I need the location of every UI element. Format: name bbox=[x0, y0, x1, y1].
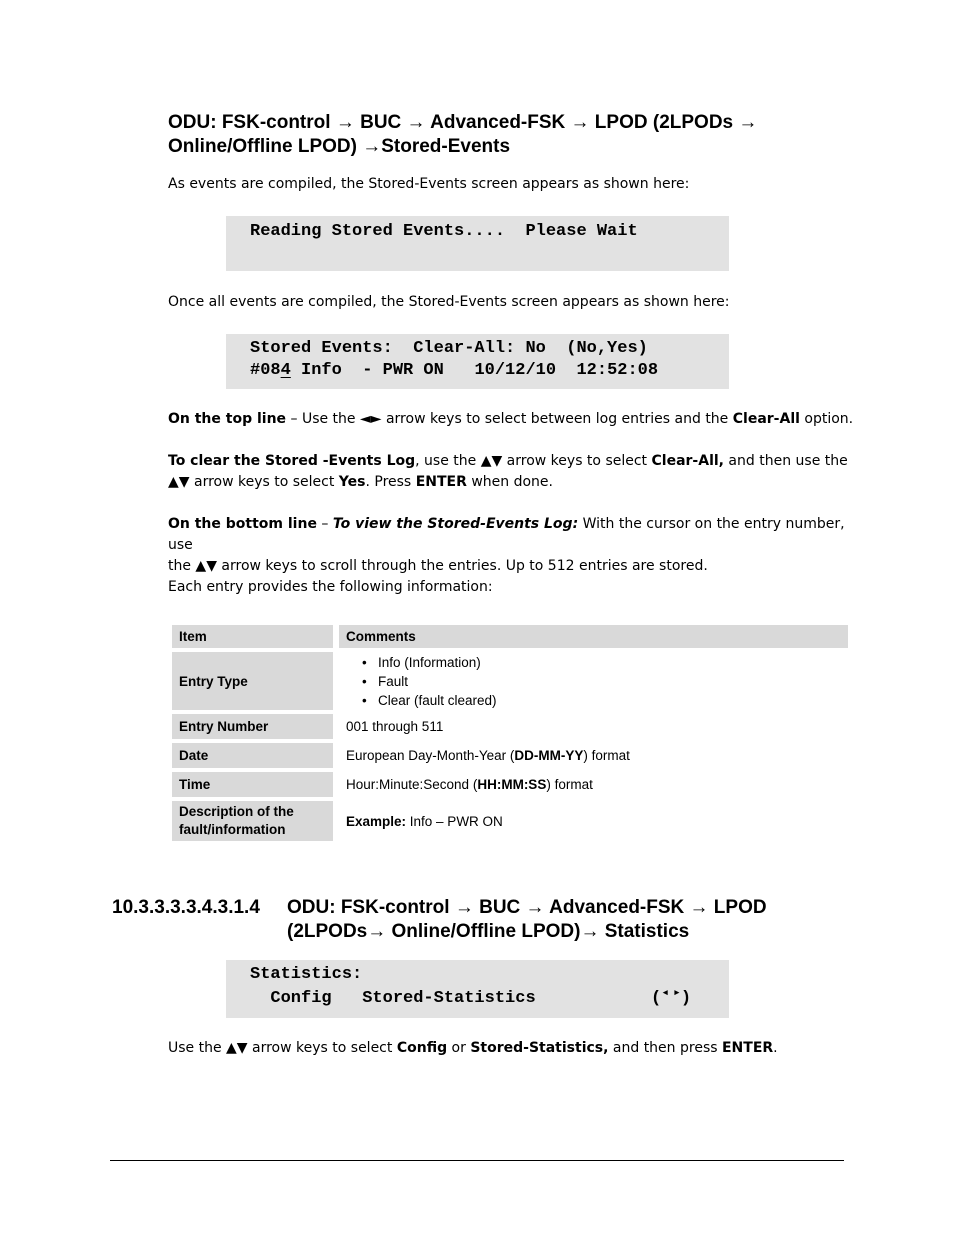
bold-text: ENTER bbox=[721, 1040, 774, 1056]
text: and then use the bbox=[723, 453, 848, 469]
lcd-line-top: Statistics: bbox=[250, 965, 363, 984]
lcd-line-top: Stored Events: Clear-All: No (No,Yes) bbox=[250, 339, 648, 358]
row-value-entry-type bbox=[333, 652, 848, 714]
text: and then press bbox=[608, 1040, 722, 1056]
row-label-date: Date bbox=[172, 743, 333, 772]
row-label-entry-type: Entry Type bbox=[172, 652, 333, 714]
row-label-time: Time bbox=[172, 772, 333, 801]
lcd-line-bottom: Config Stored-Statistics bbox=[250, 989, 536, 1008]
text: With the cursor on the entry number, use bbox=[168, 516, 845, 553]
clear-log-paragraph bbox=[168, 451, 858, 493]
bottom-line-paragraph bbox=[168, 514, 858, 577]
text: Use the ▲▼ arrow keys to select bbox=[168, 1040, 397, 1056]
text: European Day-Month-Year ( bbox=[346, 748, 515, 763]
entry-type-list bbox=[362, 653, 841, 710]
text: or bbox=[447, 1040, 471, 1056]
bold-italic-text: To view the Stored-Events Log: bbox=[332, 516, 579, 532]
lcd-text: Info - PWR ON 10/12/10 12:52:08 bbox=[290, 361, 659, 380]
entry-info-table bbox=[172, 625, 848, 841]
subsection-heading-number: 10.3.3.3.3.4.3.1.4 bbox=[112, 897, 260, 918]
entry-info-paragraph: Each entry provides the following information: bbox=[168, 579, 493, 595]
text: Info – PWR ON bbox=[406, 813, 503, 829]
table-row bbox=[172, 714, 848, 743]
text: . Press bbox=[365, 474, 416, 490]
bold-text: DD-MM-YY bbox=[514, 748, 584, 763]
compiled-paragraph: Once all events are compiled, the Stored-Events screen appears as shown here: bbox=[168, 294, 730, 310]
table-header-comments: Comments bbox=[333, 625, 848, 652]
statistics-paragraph bbox=[168, 1038, 858, 1059]
bold-text: Clear-All, bbox=[651, 453, 724, 469]
text: ) format bbox=[583, 748, 630, 763]
subsection-heading bbox=[287, 896, 847, 944]
table-row bbox=[172, 652, 848, 714]
text: ▲▼ arrow keys to select bbox=[168, 474, 339, 490]
subsection-heading-line1: ODU: FSK-control → BUC → Advanced-FSK → LPOD bbox=[287, 897, 767, 918]
table-row bbox=[172, 743, 848, 772]
text: when done. bbox=[466, 474, 553, 490]
text: – Use the ◄► arrow keys to select between log entries and the bbox=[286, 411, 733, 427]
list-item: • Clear (fault cleared) bbox=[378, 691, 841, 710]
row-label-description bbox=[172, 801, 333, 841]
text: ) format bbox=[546, 777, 593, 792]
lcd-screen-reading bbox=[226, 216, 729, 271]
list-item: • Fault bbox=[378, 672, 841, 691]
paragraph-line: the ▲▼ arrow keys to scroll through the entries. Up to 512 entries are stored. bbox=[168, 558, 708, 574]
text: . bbox=[773, 1040, 778, 1056]
top-line-paragraph bbox=[168, 409, 858, 430]
bold-text: To clear the Stored -Events Log bbox=[168, 453, 416, 469]
row-value-description bbox=[333, 801, 848, 841]
text: , use the ▲▼ arrow keys to select bbox=[415, 453, 652, 469]
lcd-screen-statistics bbox=[226, 960, 729, 1018]
intro-paragraph: As events are compiled, the Stored-Events screen appears as shown here: bbox=[168, 176, 690, 192]
table-row bbox=[172, 801, 848, 841]
text: Hour:Minute:Second ( bbox=[346, 777, 478, 792]
bold-text: On the top line bbox=[168, 411, 287, 427]
lcd-line: Reading Stored Events.... Please Wait bbox=[250, 222, 638, 241]
list-item: • Info (Information) bbox=[378, 653, 841, 672]
paragraph-line bbox=[168, 451, 858, 472]
paragraph-line bbox=[168, 472, 858, 493]
bold-text: Clear-All bbox=[732, 411, 800, 427]
lcd-screen-stored-events bbox=[226, 334, 729, 389]
right-arrow-icon: ▸ bbox=[673, 985, 681, 1000]
bold-text: Example: bbox=[346, 813, 407, 829]
lcd-cursor: 4 bbox=[280, 361, 291, 380]
bold-text: HH:MM:SS bbox=[477, 777, 547, 792]
row-value-entry-number: 001 through 511 bbox=[333, 714, 848, 743]
bold-text: Yes bbox=[338, 474, 366, 490]
footer-divider bbox=[110, 1160, 844, 1161]
left-arrow-icon: ◂ bbox=[661, 985, 670, 1000]
subsection-heading-line2: (2LPODs→ Online/Offline LPOD)→ Statistics bbox=[287, 921, 690, 942]
bold-text: ENTER bbox=[415, 474, 467, 490]
text: option. bbox=[799, 411, 854, 427]
text: – bbox=[316, 516, 333, 532]
lcd-line-bottom bbox=[250, 359, 658, 383]
bold-text: Config bbox=[396, 1040, 448, 1056]
table-row bbox=[172, 772, 848, 801]
label-line: fault/information bbox=[179, 822, 286, 837]
paragraph-line bbox=[168, 514, 858, 556]
section-heading bbox=[168, 111, 848, 159]
bold-text: On the bottom line bbox=[168, 516, 317, 532]
lcd-nav-indicator bbox=[651, 987, 691, 1011]
row-value-time bbox=[333, 772, 848, 801]
text: ) bbox=[680, 989, 692, 1008]
table-header-item: Item bbox=[172, 625, 333, 652]
lcd-text: #08 bbox=[250, 361, 281, 380]
section-heading-line2: Online/Offline LPOD) →Stored-Events bbox=[168, 136, 511, 157]
row-value-date bbox=[333, 743, 848, 772]
text: ( bbox=[651, 989, 662, 1008]
section-heading-line1: ODU: FSK-control → BUC → Advanced-FSK → LPOD (2LPODs → bbox=[168, 112, 758, 133]
row-label-entry-number: Entry Number bbox=[172, 714, 333, 743]
table-header-row bbox=[172, 625, 848, 652]
bold-text: Stored-Statistics, bbox=[470, 1040, 609, 1056]
label-line: Description of the bbox=[179, 804, 294, 819]
